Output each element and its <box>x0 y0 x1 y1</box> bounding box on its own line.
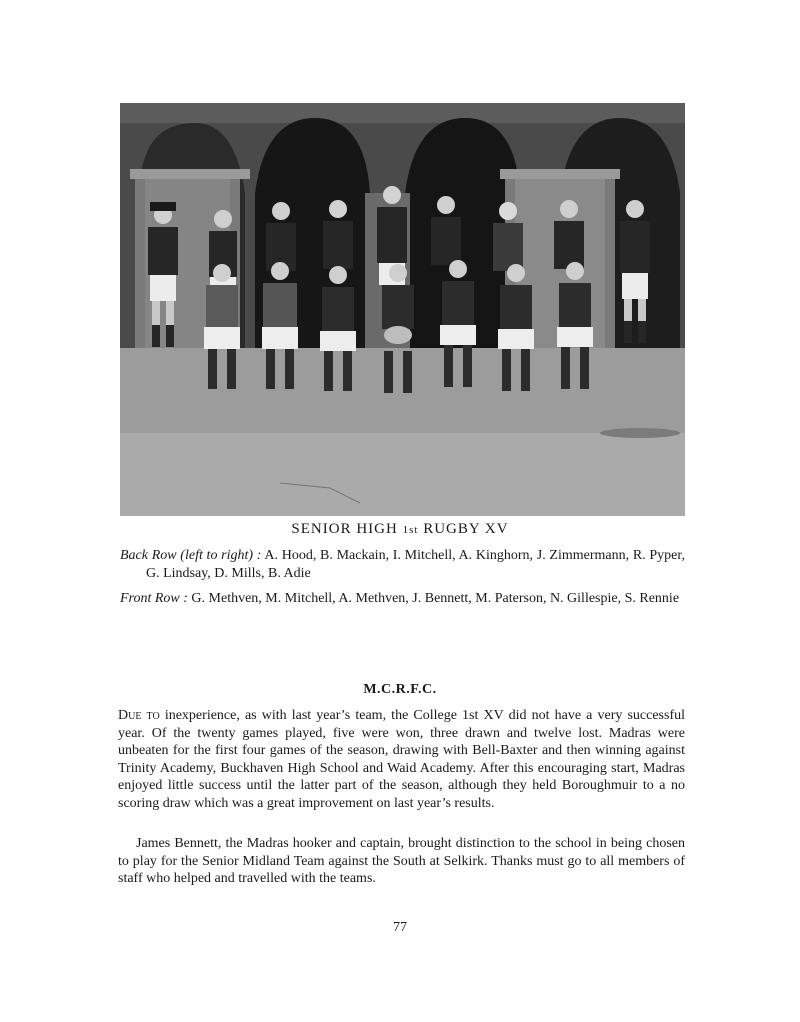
caption-title-pre: SENIOR HIGH <box>291 521 403 537</box>
front-row-roster <box>120 590 685 608</box>
photo-caption-title <box>0 521 800 538</box>
back-row-label: Back Row (left to right) : <box>120 548 262 563</box>
front-row-label: Front Row : <box>120 591 188 606</box>
article-paragraph-2: James Bennett, the Madras hooker and captain, brought distinction to the school in being chosen to play for the Senior Midland Team against the South at Selkirk. Thanks must go to all members of staff who helped and travelled with the teams. <box>118 836 685 886</box>
front-row-names: G. Methven, M. Mitchell, A. Methven, J. Bennett, M. Paterson, N. Gillespie, S. Rennie <box>191 591 680 606</box>
caption-title-post: RUGBY XV <box>418 521 509 537</box>
team-photograph-illustration <box>120 103 685 516</box>
team-photograph <box>120 103 685 516</box>
page-number: 77 <box>393 920 407 935</box>
back-row-roster <box>120 547 685 583</box>
paragraph-1-body: inexperience, as with last year’s team, the College 1st XV did not have a very successful year. Of the twenty games played, five were won, three drawn and twelve lost. Madras were unbeaten for the first four games of the season, drawing with Bell-Baxter and then winning against Trinity Academy, Buckhaven High School and Waid Academy. After this encouraging start, Madras enjoyed little success until the latter part of the season, although they held Boroughmuir to a no scoring draw which was a great improvement on last year’s results. <box>118 708 686 811</box>
caption-title-smallcaps: 1st <box>402 524 419 536</box>
paragraph-lead-words: Due to <box>118 708 160 723</box>
article-paragraph-1 <box>118 707 685 812</box>
article-heading: M.C.R.F.C. <box>363 682 437 697</box>
back-row-names: A. Hood, B. Mackain, I. Mitchell, A. Kinghorn, J. Zimmermann, R. Pyper, G. Lindsay, D. Mills, B. Adie <box>146 548 685 581</box>
